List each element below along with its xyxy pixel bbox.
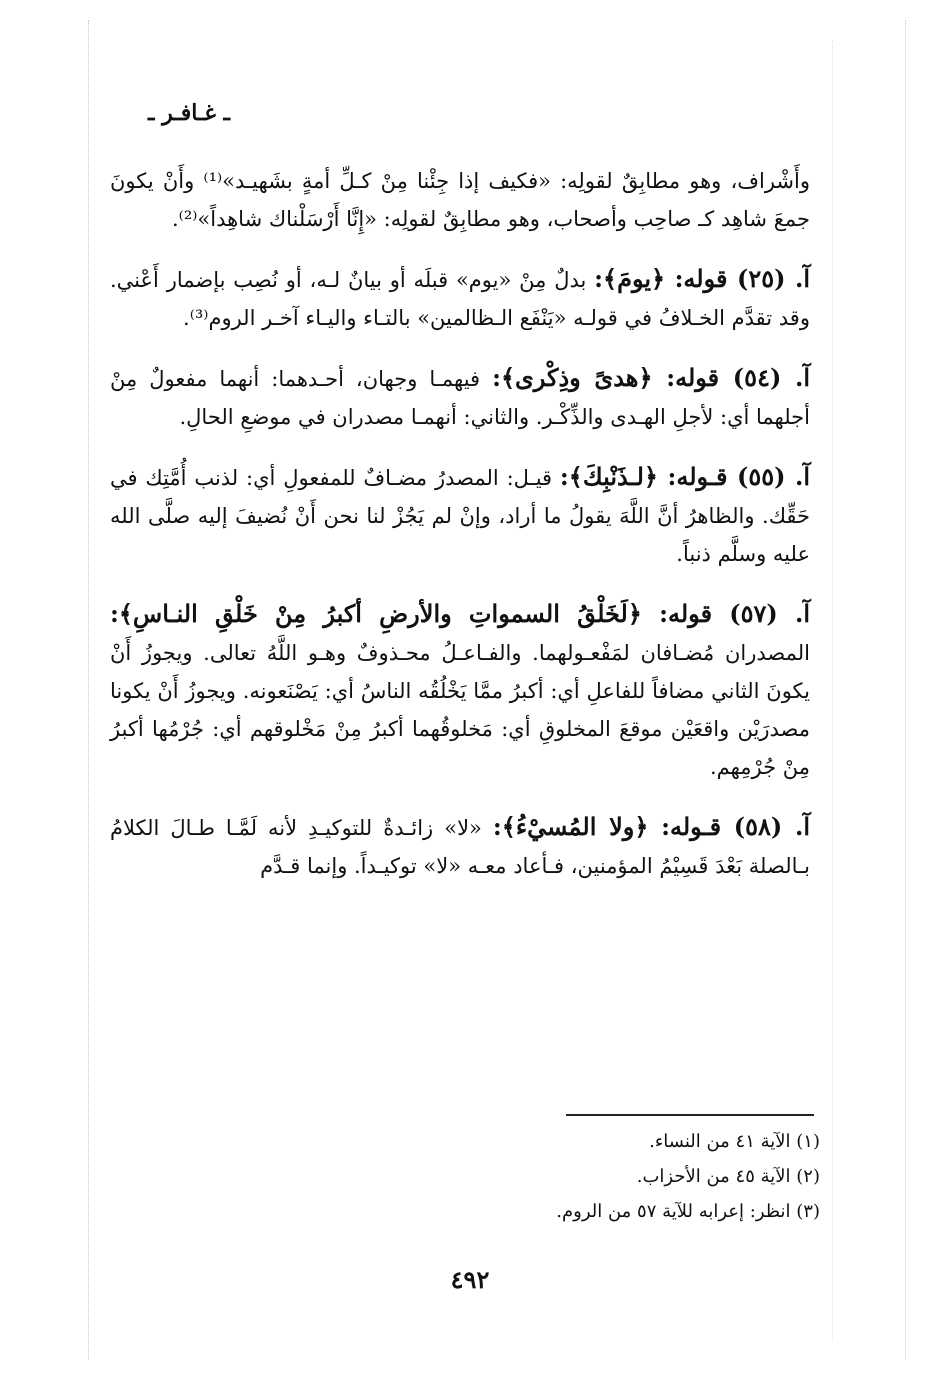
footnote-3: (٣) انظر: إعرابه للآية ٥٧ من الروم. [556,1201,820,1222]
footnotes [220,1124,820,1229]
paragraph-aya-25 [110,260,810,337]
paragraph-text: بدلٌ مِنْ «يوم» قبلَه أو بيانٌ لـه، أو نُصِب بإضمار أَعْني. وقد تقدَّم الخـلافُ في قولـه «يَنْفَع الـظالمين» بالتـاء واليـاء آخـر الروم⁽³⁾. [110,268,810,330]
scan-edge-right [905,20,906,1360]
verse-heading: آ. (٥٧) قوله: ﴿لَخَلْقُ السمواتِ والأرضِ أكبرُ مِنْ خَلْقِ النـاسِ﴾: [110,599,811,628]
verse-heading: آ. (٥٨) قـوله: ﴿ولا المُسيْءُ﴾: [492,812,811,841]
page-number: ٤٩٢ [450,1265,490,1294]
running-head: ـ غـافـر ـ [148,100,230,126]
verse-heading: آ. (٢٥) قوله: ﴿يومَ﴾: [594,264,810,293]
paragraph-intro [110,162,810,238]
paragraph-text: وأَشْراف، وهو مطابِقٌ لقولِه: «فكيف إذا جِئْنا مِنْ كـلِّ أمةٍ بشَهيـد»⁽¹⁾ وأَنْ يكونَ جمعَ شاهِد كـ صاحِب وأصحاب، وهو مطابِقٌ لقولِه: «إِنَّا أَرْسَلْناك شاهِداً»⁽²⁾. [110,169,810,231]
paragraph-aya-55 [110,458,810,573]
paragraph-text: المصدران مُضـافان لمَفْعـولهما. والفـاعـلُ محـذوفٌ وهـو اللَّهُ تعالى. ويجوزُ أَنْ يكونَ الثاني مضافاً للفاعلِ أي: أكبرُ ممَّا يَخْلُقُه الناسُ أي: يَصْنَعونه. ويجوزُ أَنْ يكونا مصدرَيْن واقعَيْن موقعَ المخلوقِ أي: مَخلوقُهما أكبرُ مِنْ مَخْلوقهم أي: جُرْمُها أكبرُ مِنْ جُرْمِهم. [110,641,810,779]
paragraph-aya-57 [110,595,810,786]
paragraph-text: «لا» زائـدةٌ للتوكيـدِ لأنه لَمَّـا طـالَ الكلامُ بـالصلة بَعْدَ قَسِيْمُ المؤمنين، فـأعاد معـه «لا» توكيـداً. وإنما قـدَّم [110,816,810,878]
footnote-1: (١) الآية ٤١ من النساء. [649,1131,820,1152]
scan-edge-left [88,20,89,1360]
scan-edge-mid [832,40,833,1340]
verse-heading: آ. (٥٥) قـوله: ﴿لـذَنْبِكَ﴾: [559,462,810,491]
paragraph-aya-58 [110,808,810,885]
paragraph-text: فيهمـا وجهان، أحـدهما: أنهما مفعولٌ مِنْ أجلهما أي: لأجلِ الهـدى والذِّكْـر. والثاني: أنهمـا مصدران في موضعِ الحالِ. [110,367,810,429]
paragraph-text: قيـل: المصدرُ مضـافٌ للمفعولِ أي: لذنب أُمَّتِك في حَقِّك. والظاهرُ أنَّ اللَّهَ يقولُ ما أراد، وإنْ لم يَجُزْ لنا نحن أَنْ نُضيفَ إليه صلَّى الله عليه وسلَّم ذنباً. [110,466,810,566]
main-text [110,162,810,907]
verse-heading: آ. (٥٤) قوله: ﴿هدىً وذِكْرى﴾: [492,363,811,392]
footnote-2: (٢) الآية ٤٥ من الأحزاب. [636,1166,820,1187]
paragraph-aya-54 [110,359,810,436]
footnote-separator [566,1114,814,1116]
